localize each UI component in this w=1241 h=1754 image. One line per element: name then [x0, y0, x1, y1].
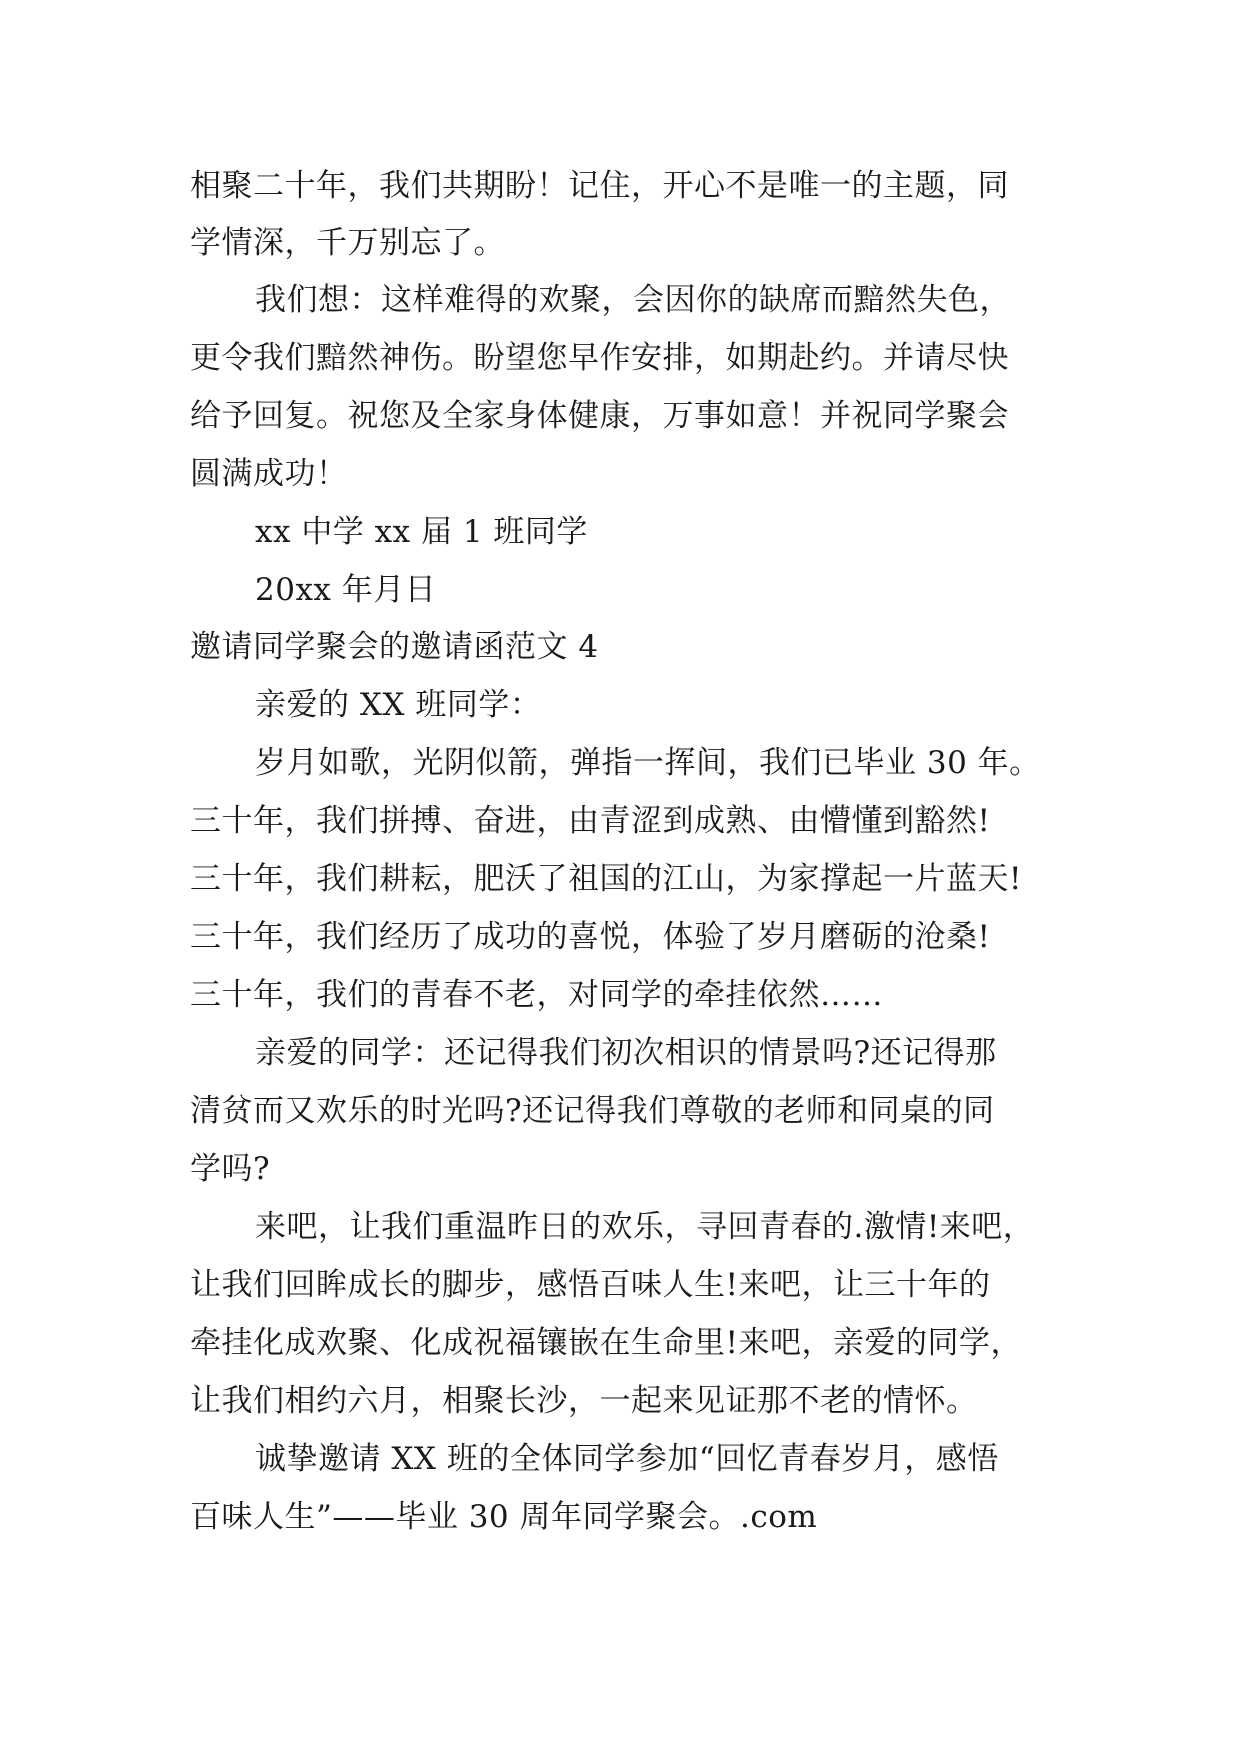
- text-line: 让我们回眸成长的脚步，感悟百味人生!来吧，让三十年的: [190, 1267, 991, 1303]
- text-line: 给予回复。祝您及全家身体健康，万事如意！并祝同学聚会: [190, 398, 1009, 434]
- signature-line: xx 中学 xx 届 1 班同学: [255, 514, 588, 550]
- text-line: 三十年，我们拼搏、奋进，由青涩到成熟、由懵懂到豁然!: [190, 803, 991, 839]
- section-title: 邀请同学聚会的邀请函范文 4: [190, 629, 599, 665]
- date-line: 20xx 年月日: [255, 572, 437, 608]
- paragraph-first-line: 亲爱的同学：还记得我们初次相识的情景吗?还记得那: [255, 1035, 997, 1071]
- text-line: 三十年，我们经历了成功的喜悦，体验了岁月磨砺的沧桑!: [190, 919, 991, 955]
- text-line: 学吗?: [190, 1151, 271, 1187]
- text-line: 三十年，我们的青春不老，对同学的牵挂依然……: [190, 977, 883, 1013]
- text-line: 圆满成功！: [190, 456, 348, 492]
- paragraph-first-line: 岁月如歌，光阴似箭，弹指一挥间，我们已毕业 30 年。: [255, 745, 1041, 781]
- text-line: 相聚二十年，我们共期盼！记住，开心不是唯一的主题，同: [190, 168, 1009, 204]
- paragraph-first-line: 我们想：这样难得的欢聚，会因你的缺席而黯然失色，: [255, 282, 1011, 318]
- salutation: 亲爱的 XX 班同学：: [255, 687, 542, 723]
- text-line: 更令我们黯然神伤。盼望您早作安排，如期赴约。并请尽快: [190, 340, 1009, 376]
- paragraph-first-line: 来吧，让我们重温昨日的欢乐，寻回青春的.激情!来吧，: [255, 1209, 1035, 1245]
- text-line: 学情深，千万别忘了。: [190, 225, 505, 261]
- text-line: 三十年，我们耕耘，肥沃了祖国的江山，为家撑起一片蓝天!: [190, 861, 1022, 897]
- text-line: 牵挂化成欢聚、化成祝福镶嵌在生命里!来吧，亲爱的同学，: [190, 1325, 1022, 1361]
- paragraph-first-line: 诚挚邀请 XX 班的全体同学参加“回忆青春岁月，感悟: [255, 1441, 999, 1477]
- text-line: 百味人生”——毕业 30 周年同学聚会。.com: [190, 1499, 818, 1535]
- text-line: 让我们相约六月，相聚长沙，一起来见证那不老的情怀。: [190, 1383, 978, 1419]
- text-line: 清贫而又欢乐的时光吗?还记得我们尊敬的老师和同桌的同: [190, 1093, 995, 1129]
